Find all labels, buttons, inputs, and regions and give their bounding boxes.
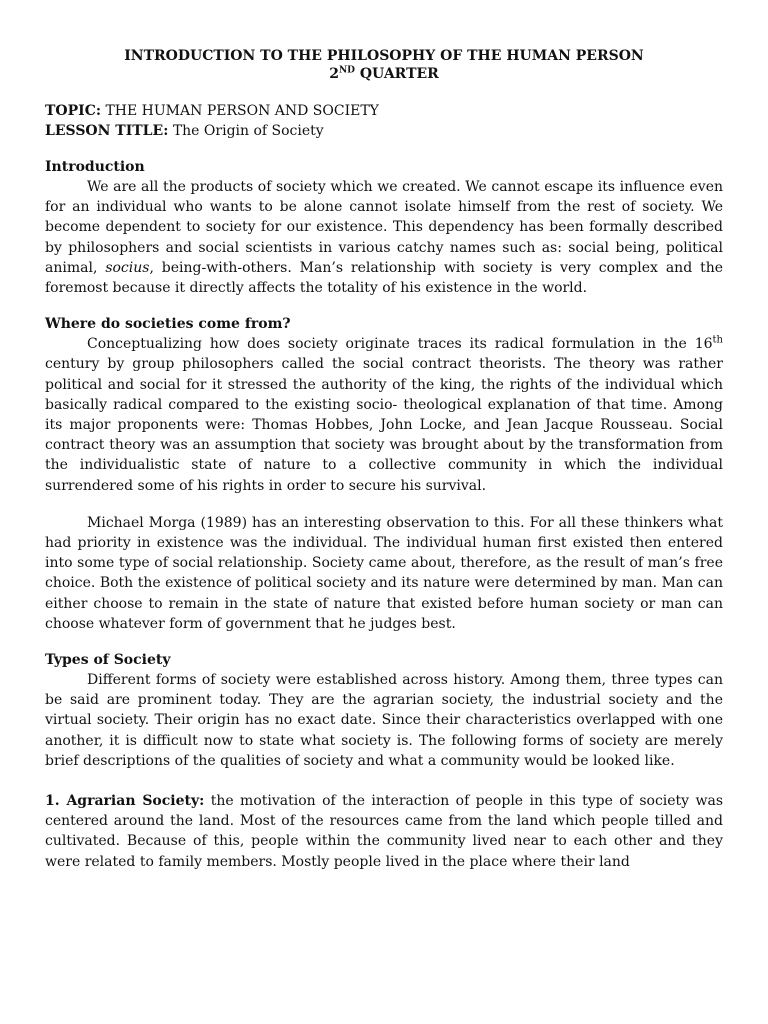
introduction-heading: Introduction (45, 159, 145, 175)
quarter-word: QUARTER (354, 66, 439, 82)
quarter-heading (45, 65, 723, 83)
topic-line (45, 101, 723, 121)
quarter-number: 2 (329, 66, 339, 82)
intro-text-a: We are all the products of society which we created. We cannot escape its influence even for an individual who wants to be alone cannot isolate himself from the rest of society. We become dependent to society for our existence. This dependency has been formally described by philosophers and social scientists in various catchy names such as: social being, political animal, (45, 179, 723, 276)
century-suffix: th (712, 334, 723, 346)
lesson-title-line (45, 121, 723, 141)
origins-text-a: Conceptualizing how does society originate traces its radical formulation in the 16 (87, 336, 713, 353)
quarter-suffix: ND (338, 65, 355, 76)
origins-paragraph-2: Michael Morga (1989) has an interesting observation to this. For all these thinkers what had priority in existence was the individual. The individual human first existed then entered into some type of social relationship. Society came about, therefore, as the result of man’s free choice. Both the existence of political society and its nature were determined by man. Man can either choose to remain in the state of nature that existed before human society or man can choose whatever form of government that he judges best. (45, 514, 723, 632)
origins-paragraph-1 (45, 334, 723, 496)
origins-heading: Where do societies come from? (45, 316, 291, 333)
lesson-title-label: LESSON TITLE: (45, 123, 169, 139)
agrarian-text: the motivation of the interaction of people in this type of society was centered around the land. Most of the resources came from the land which people tilled and cultivated. Because of this, people within the community lived near to each other and they were related to family members. Mostly people lived in the place where their land (45, 793, 724, 870)
intro-italic-term: socius (105, 259, 150, 276)
topic-label: TOPIC: (45, 103, 101, 119)
agrarian-label: 1. Agrarian Society: (45, 793, 205, 810)
intro-text-b: , being-with-others. Man’s relationship with society is very complex and the foremost because it directly affects the totality of his existence in the world. (45, 259, 724, 297)
types-heading: Types of Society (45, 652, 171, 669)
document-title: INTRODUCTION TO THE PHILOSOPHY OF THE HUMAN PERSON (124, 48, 644, 64)
lesson-title-value: The Origin of Society (168, 123, 324, 139)
document-page (45, 47, 723, 872)
types-paragraph: Different forms of society were established across history. Among them, three types can be said are prominent today. They are the agrarian society, the industrial society and the virtual society. Their origin has no exact date. Since their characteristics overlapped with one another, it is difficult now to state what society is. The following forms of society are merely brief descriptions of the qualities of society and what a community would be looked like. (45, 672, 723, 769)
topic-value: THE HUMAN PERSON AND SOCIETY (101, 103, 379, 119)
introduction-paragraph (45, 177, 723, 298)
agrarian-society-item (45, 791, 723, 872)
origins-text-b: century by group philosophers called the social contract theorists. The theory was rather political and social for it stressed the authority of the king, the rights of the individual which basically radical compared to the existing socio- theological explanation of that time. Among its major proponents were: Thomas Hobbes, John Locke, and Jean Jacque Rousseau. Social contract theory was an assumption that society was brought about by the transformation from the individualistic state of nature to a collective community in which the individual surrendered some of his rights in order to secure his survival. (45, 356, 723, 494)
